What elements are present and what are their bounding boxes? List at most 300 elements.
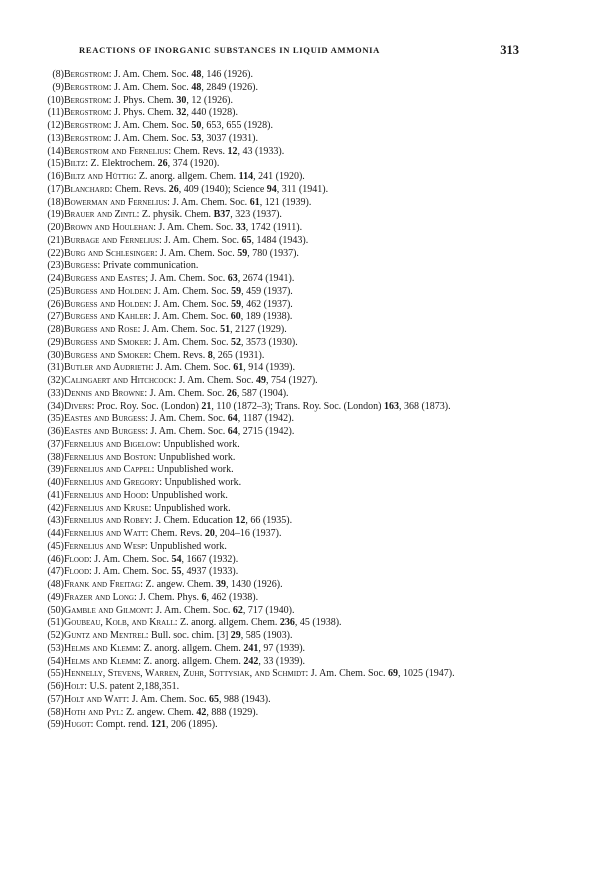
reference-number: (57) — [47, 693, 64, 705]
reference-number: (37) — [47, 438, 64, 450]
reference-source: : Chem. Revs. — [168, 145, 228, 157]
reference-volume: 26 — [226, 387, 237, 399]
reference-pages-year: , 45 (1938). — [294, 617, 342, 629]
reference-pages-year: , 12 (1926). — [186, 94, 233, 106]
reference-source: : Proc. Roy. Soc. (London) — [91, 400, 202, 412]
reference-entry — [28, 260, 568, 273]
reference-volume: B37 — [213, 209, 231, 221]
reference-number: (11) — [47, 107, 64, 119]
reference-source: : Chem. Revs. — [145, 528, 205, 539]
reference-authors: Hoth and Pyl — [64, 706, 121, 718]
reference-entry — [28, 222, 568, 235]
reference-source: : J. Am. Chem. Soc. — [153, 222, 236, 233]
reference-source: : Unpublished work. — [157, 438, 240, 450]
reference-authors: Bowerman and Fernelius — [64, 196, 168, 208]
reference-volume: 53 — [191, 132, 202, 144]
reference-pages-year: , 4937 (1933). — [181, 566, 239, 578]
reference-authors: Blanchard — [64, 183, 110, 195]
reference-volume: 61 — [233, 362, 244, 374]
reference-entry — [28, 146, 568, 159]
reference-number: (33) — [47, 387, 64, 399]
reference-authors: Bergstrom — [64, 107, 109, 119]
reference-volume: 39 — [215, 579, 226, 590]
reference-authors: Brown and Houlehan — [64, 222, 154, 233]
reference-source: : J. Am. Chem. Soc. — [173, 375, 256, 386]
reference-entry — [28, 375, 568, 388]
reference-number: (12) — [47, 120, 64, 131]
reference-number: (31) — [47, 362, 64, 374]
reference-source: : Unpublished work. — [151, 464, 234, 476]
reference-entry — [28, 439, 568, 452]
reference-pages-year: , 754 (1927). — [265, 375, 318, 386]
reference-authors: Burgess — [64, 260, 98, 272]
reference-entry — [28, 324, 568, 337]
reference-source: : Bull. soc. chim. [3] — [145, 630, 231, 641]
reference-pages-year: , 241 (1920). — [253, 171, 305, 182]
reference-number: (8) — [52, 69, 64, 80]
reference-entry — [28, 515, 568, 528]
reference-source: : J. Am. Chem. Soc. — [89, 566, 172, 578]
reference-authors: Bergstrom — [64, 81, 109, 93]
reference-pages-year: , 587 (1904). — [236, 387, 289, 399]
reference-volume: 48 — [191, 81, 202, 93]
reference-source: : J. Am. Chem. Soc. — [150, 362, 234, 374]
reference-source-continued: , 409 (1940); Science — [178, 183, 267, 195]
reference-entry — [28, 426, 568, 439]
reference-entry — [28, 707, 568, 720]
reference-volume: 69 — [387, 668, 398, 680]
reference-pages-year: , 2674 (1941). — [237, 273, 295, 284]
reference-number: (36) — [47, 426, 64, 437]
reference-number: (34) — [47, 400, 64, 412]
reference-volume: 63 — [227, 273, 238, 284]
reference-authors: Flood — [64, 566, 90, 578]
reference-authors: Gamble and Gilmont — [64, 604, 151, 616]
reference-source: ; J. Am. Chem. Soc. — [145, 273, 228, 284]
reference-number: (29) — [47, 336, 64, 348]
reference-entry — [28, 69, 568, 82]
reference-number: (22) — [47, 247, 64, 259]
reference-entry — [28, 248, 568, 261]
reference-source: : Chem. Revs. — [109, 183, 169, 195]
reference-volume: 8 — [207, 349, 213, 361]
reference-entry — [28, 82, 568, 95]
reference-authors: Bergstrom — [64, 94, 109, 106]
reference-entry — [28, 605, 568, 618]
reference-authors: Frank and Freitag — [64, 579, 141, 590]
reference-authors: Fernelius and Gregory — [64, 477, 160, 488]
reference-source: : Compt. rend. — [90, 719, 151, 731]
reference-volume: 52 — [231, 336, 242, 348]
reference-pages-year: , 1484 (1943). — [251, 234, 309, 246]
reference-entry — [28, 554, 568, 567]
reference-pages-year: , 146 (1926). — [201, 69, 253, 80]
reference-authors: Flood — [64, 553, 90, 565]
reference-number: (24) — [47, 273, 64, 284]
reference-authors: Burgess and Holden — [64, 298, 149, 310]
reference-source: : Unpublished work. — [148, 502, 231, 514]
reference-source: : J. Am. Chem. Soc. — [167, 196, 250, 208]
reference-list — [28, 69, 568, 732]
reference-pages-year: , 1430 (1926). — [225, 579, 283, 590]
reference-pages-year: , 462 (1937). — [241, 298, 293, 310]
reference-volume: 60 — [230, 311, 241, 323]
reference-authors: Fernelius and Kruse — [64, 502, 149, 514]
reference-entry — [28, 643, 568, 656]
reference-entry — [28, 286, 568, 299]
reference-authors: Burgess and Smoker — [64, 349, 149, 361]
reference-authors: Burgess and Smoker — [64, 336, 149, 348]
reference-pages-year: , 3037 (1931). — [201, 132, 258, 144]
reference-entry — [28, 235, 568, 248]
reference-source: : J. Am. Chem. Soc. — [148, 336, 232, 348]
reference-source: : J. Am. Chem. Soc. — [145, 413, 228, 425]
reference-authors: Bergstrom — [64, 132, 109, 144]
reference-source: : Chem. Revs. — [148, 349, 208, 361]
reference-entry — [28, 566, 568, 579]
reference-volume: 59 — [231, 285, 242, 297]
reference-authors: Burgess and Eastes — [64, 273, 146, 284]
reference-source: : J. Phys. Chem. — [108, 94, 177, 106]
reference-number: (51) — [47, 617, 64, 629]
reference-volume: 20 — [204, 528, 215, 539]
reference-entry — [28, 120, 568, 133]
reference-entry — [28, 579, 568, 592]
reference-volume: 241 — [243, 642, 259, 654]
reference-volume: 59 — [237, 247, 248, 259]
reference-authors: Fernelius and Cappel — [64, 464, 152, 476]
reference-source: : Unpublished work. — [159, 477, 242, 488]
reference-number: (52) — [47, 630, 64, 641]
reference-source: : J. Am. Chem. Soc. — [144, 387, 227, 399]
reference-authors: Fernelius and Bigelow — [64, 438, 158, 450]
reference-entry — [28, 311, 568, 324]
reference-number: (42) — [47, 502, 64, 514]
reference-authors: Helms and Klemm — [64, 642, 139, 654]
reference-source: : J. Am. Chem. Soc. — [145, 426, 228, 437]
reference-authors: Frazer and Long — [64, 591, 134, 603]
reference-number: (17) — [47, 183, 64, 195]
reference-number: (54) — [47, 655, 64, 667]
reference-source: : J. Am. Chem. Soc. — [159, 234, 242, 246]
reference-volume: 29 — [230, 630, 241, 641]
reference-entry — [28, 273, 568, 286]
reference-number: (45) — [47, 540, 64, 552]
reference-volume: 32 — [176, 107, 187, 119]
reference-pages-year: , 1187 (1942). — [237, 413, 294, 425]
reference-source: : Z. anorg. allgem. Chem. — [133, 171, 239, 182]
reference-source-continued: , 110 (1872–3); Trans. Roy. Soc. (London) — [211, 400, 384, 412]
reference-entry — [28, 350, 568, 363]
reference-volume: 65 — [208, 693, 219, 705]
reference-number: (55) — [47, 668, 64, 680]
reference-pages-year: , 585 (1903). — [240, 630, 293, 641]
reference-pages-year: , 2849 (1926). — [201, 81, 258, 93]
reference-authors: Biltz — [64, 158, 86, 170]
reference-pages-year: , 204–16 (1937). — [214, 528, 282, 539]
reference-entry — [28, 413, 568, 426]
reference-volume: 42 — [196, 706, 207, 718]
reference-number: (40) — [47, 477, 64, 488]
reference-pages-year: , 462 (1938). — [206, 591, 259, 603]
reference-entry — [28, 197, 568, 210]
reference-entry — [28, 401, 568, 414]
reference-volume: 114 — [238, 171, 254, 182]
reference-pages-year: , 368 (1873). — [398, 400, 451, 412]
reference-source: : Z. Elektrochem. — [85, 158, 158, 170]
reference-pages-year: , 780 (1937). — [247, 247, 299, 259]
reference-volume: 236 — [279, 617, 295, 629]
reference-volume: 55 — [171, 566, 182, 578]
reference-number: (47) — [47, 566, 64, 578]
reference-source: : Z. angew. Chem. — [140, 579, 216, 590]
reference-entry — [28, 209, 568, 222]
reference-entry — [28, 617, 568, 630]
reference-source: : J. Am. Chem. Soc. — [148, 298, 232, 310]
reference-source: : Z. anorg. allgem. Chem. — [138, 642, 244, 654]
reference-pages-year: , 2127 (1929). — [230, 324, 287, 335]
reference-entry — [28, 668, 568, 681]
reference-authors: Fernelius and Robey — [64, 515, 150, 527]
reference-pages-year: , 888 (1929). — [206, 706, 259, 718]
reference-entry — [28, 95, 568, 108]
reference-source: : Unpublished work. — [144, 540, 227, 552]
reference-source: : Unpublished work. — [145, 489, 228, 501]
reference-number: (21) — [47, 234, 64, 246]
reference-number: (14) — [47, 145, 64, 157]
reference-pages-year: , 653, 655 (1928). — [201, 120, 273, 131]
reference-authors: Bergstrom — [64, 69, 109, 80]
reference-source: : Unpublished work. — [153, 451, 236, 463]
reference-number: (59) — [47, 719, 64, 731]
reference-volume-second: 94 — [266, 183, 277, 195]
reference-authors: Helms and Klemm — [64, 655, 139, 667]
reference-source: : U.S. patent 2,188,351. — [84, 681, 180, 692]
reference-number: (56) — [47, 681, 64, 692]
reference-volume: 54 — [171, 553, 182, 565]
reference-pages-year: , 97 (1939). — [258, 642, 306, 654]
reference-pages-year: , 265 (1931). — [212, 349, 265, 361]
reference-number: (58) — [47, 706, 64, 718]
reference-volume: 51 — [220, 324, 231, 335]
reference-entry — [28, 592, 568, 605]
reference-volume: 59 — [231, 298, 242, 310]
reference-source: : J. Chem. Phys. — [133, 591, 202, 603]
reference-authors: Bergstrom and Fernelius — [64, 145, 169, 157]
reference-authors: Butler and Audrieth — [64, 362, 151, 374]
reference-source: : Z. anorg. allgem. Chem. — [174, 617, 280, 629]
reference-authors: Fernelius and Hood — [64, 489, 146, 501]
reference-pages-year: , 374 (1920). — [167, 158, 220, 170]
reference-source: : J. Am. Chem. Soc. — [108, 81, 192, 93]
reference-pages-year: , 440 (1928). — [186, 107, 238, 119]
reference-volume: 26 — [157, 158, 168, 170]
reference-volume: 49 — [255, 375, 266, 386]
reference-source: : Z. physik. Chem. — [136, 209, 214, 221]
reference-volume: 61 — [249, 196, 260, 208]
reference-pages-year: , 206 (1895). — [165, 719, 218, 731]
reference-volume: 65 — [241, 234, 252, 246]
reference-pages-year: , 1667 (1932). — [181, 553, 239, 565]
reference-authors: Burbage and Fernelius — [64, 234, 160, 246]
reference-number: (18) — [47, 196, 64, 208]
reference-authors: Burgess and Kahler — [64, 311, 149, 323]
reference-pages-year: , 2715 (1942). — [237, 426, 295, 437]
reference-volume-second: 163 — [383, 400, 399, 412]
reference-entry — [28, 719, 568, 732]
reference-source: : J. Am. Chem. Soc. — [108, 120, 192, 131]
reference-number: (10) — [47, 94, 64, 106]
reference-number: (30) — [47, 349, 64, 361]
reference-number: (41) — [47, 489, 64, 501]
reference-pages-year: , 1025 (1947). — [397, 668, 455, 680]
reference-volume: 30 — [176, 94, 187, 106]
reference-authors: Burg and Schlesinger — [64, 247, 155, 259]
reference-volume: 242 — [243, 655, 259, 667]
reference-pages-year: , 311 (1941). — [276, 183, 329, 195]
reference-pages-year: , 717 (1940). — [242, 604, 295, 616]
reference-authors: Hennelly, Stevens, Warren, Zuhr, Sottysiak, and Schmidt — [64, 668, 306, 680]
reference-pages-year: , 66 (1935). — [245, 515, 293, 527]
reference-source: : J. Am. Chem. Soc. — [137, 324, 221, 335]
reference-number: (49) — [47, 591, 64, 603]
reference-entry — [28, 477, 568, 490]
reference-authors: Burgess and Holden — [64, 285, 149, 297]
reference-number: (15) — [47, 158, 64, 170]
reference-pages-year: , 33 (1939). — [258, 655, 306, 667]
reference-authors: Eastes and Burgess — [64, 413, 146, 425]
running-head: REACTIONS OF INORGANIC SUBSTANCES IN LIQUID AMMONIA — [79, 45, 381, 55]
reference-authors: Bergstrom — [64, 120, 109, 131]
reference-volume: 26 — [168, 183, 179, 195]
reference-entry — [28, 464, 568, 477]
reference-entry — [28, 694, 568, 707]
reference-pages-year: , 323 (1937). — [230, 209, 282, 221]
reference-number: (19) — [47, 209, 64, 221]
reference-entry — [28, 299, 568, 312]
reference-source: : J. Am. Chem. Soc. — [108, 69, 192, 80]
reference-authors: Fernelius and Boston — [64, 451, 154, 463]
reference-source: : J. Am. Chem. Soc. — [126, 693, 209, 705]
reference-entry — [28, 388, 568, 401]
reference-source: : J. Am. Chem. Soc. — [148, 311, 231, 323]
reference-authors: Fernelius and Wesp — [64, 540, 145, 552]
reference-entry — [28, 503, 568, 516]
reference-number: (39) — [47, 464, 64, 476]
reference-authors: Guntz and Mentrel — [64, 630, 146, 641]
reference-authors: Burgess and Rose — [64, 324, 138, 335]
reference-pages-year: , 3573 (1930). — [241, 336, 298, 348]
reference-entry — [28, 337, 568, 350]
reference-volume: 48 — [191, 69, 202, 80]
reference-volume: 12 — [227, 145, 238, 157]
reference-authors: Biltz and Hüttig — [64, 171, 134, 182]
reference-authors: Brauer and Zintl — [64, 209, 137, 221]
reference-number: (44) — [47, 528, 64, 539]
reference-number: (26) — [47, 298, 64, 310]
reference-source: : J. Am. Chem. Soc. — [154, 247, 238, 259]
reference-number: (35) — [47, 413, 64, 425]
reference-source: : J. Am. Chem. Soc. — [108, 132, 192, 144]
reference-number: (38) — [47, 451, 64, 463]
page-header — [79, 45, 519, 61]
reference-number: (25) — [47, 285, 64, 297]
page-number: 313 — [500, 43, 519, 57]
reference-number: (27) — [47, 311, 64, 323]
reference-volume: 64 — [227, 426, 238, 437]
reference-number: (53) — [47, 642, 64, 654]
reference-source: : J. Chem. Education — [149, 515, 236, 527]
reference-number: (23) — [47, 260, 64, 272]
reference-number: (32) — [47, 375, 64, 386]
reference-number: (43) — [47, 515, 64, 527]
reference-volume: 62 — [232, 604, 243, 616]
reference-number: (9) — [52, 81, 64, 93]
reference-entry — [28, 681, 568, 694]
reference-authors: Holt and Watt — [64, 693, 127, 705]
reference-source: : J. Am. Chem. Soc. — [305, 668, 388, 680]
reference-entry — [28, 656, 568, 669]
reference-source: : J. Am. Chem. Soc. — [150, 604, 233, 616]
reference-pages-year: , 1742 (1911). — [245, 222, 303, 233]
reference-volume: 6 — [201, 591, 207, 603]
reference-source: : J. Am. Chem. Soc. — [148, 285, 232, 297]
reference-entry — [28, 107, 568, 120]
reference-source: : J. Am. Chem. Soc. — [89, 553, 172, 565]
reference-number: (46) — [47, 553, 64, 565]
reference-entry — [28, 133, 568, 146]
reference-authors: Holt — [64, 681, 85, 692]
reference-number: (28) — [47, 324, 64, 335]
reference-authors: Eastes and Burgess — [64, 426, 146, 437]
reference-volume: 50 — [191, 120, 202, 131]
reference-number: (16) — [47, 171, 64, 182]
reference-pages-year: , 988 (1943). — [218, 693, 271, 705]
reference-entry — [28, 171, 568, 184]
reference-volume: 121 — [150, 719, 166, 731]
reference-entry — [28, 541, 568, 554]
reference-pages-year: , 189 (1938). — [240, 311, 293, 323]
reference-volume: 21 — [201, 400, 212, 412]
reference-source: : Private communication. — [97, 260, 199, 272]
reference-authors: Divers — [64, 400, 92, 412]
reference-number: (13) — [47, 132, 64, 144]
reference-source: : Z. anorg. allgem. Chem. — [138, 655, 244, 667]
reference-entry — [28, 490, 568, 503]
reference-volume: 12 — [235, 515, 246, 527]
reference-entry — [28, 184, 568, 197]
reference-source: : J. Phys. Chem. — [108, 107, 177, 119]
reference-authors: Goubeau, Kolb, and Krall — [64, 617, 175, 629]
reference-authors: Hugot — [64, 719, 91, 731]
reference-number: (50) — [47, 604, 64, 616]
reference-volume: 33 — [235, 222, 246, 233]
reference-entry — [28, 528, 568, 541]
reference-authors: Calingaert and Hitchcock — [64, 375, 174, 386]
reference-pages-year: , 43 (1933). — [237, 145, 285, 157]
reference-pages-year: , 121 (1939). — [259, 196, 312, 208]
reference-number: (48) — [47, 579, 64, 590]
reference-source: : Z. angew. Chem. — [120, 706, 197, 718]
reference-number: (20) — [47, 222, 64, 233]
reference-entry — [28, 630, 568, 643]
reference-entry — [28, 362, 568, 375]
reference-pages-year: , 914 (1939). — [243, 362, 295, 374]
reference-entry — [28, 158, 568, 171]
reference-authors: Fernelius and Watt — [64, 528, 146, 539]
reference-authors: Dennis and Browne — [64, 387, 145, 399]
reference-pages-year: , 459 (1937). — [241, 285, 293, 297]
